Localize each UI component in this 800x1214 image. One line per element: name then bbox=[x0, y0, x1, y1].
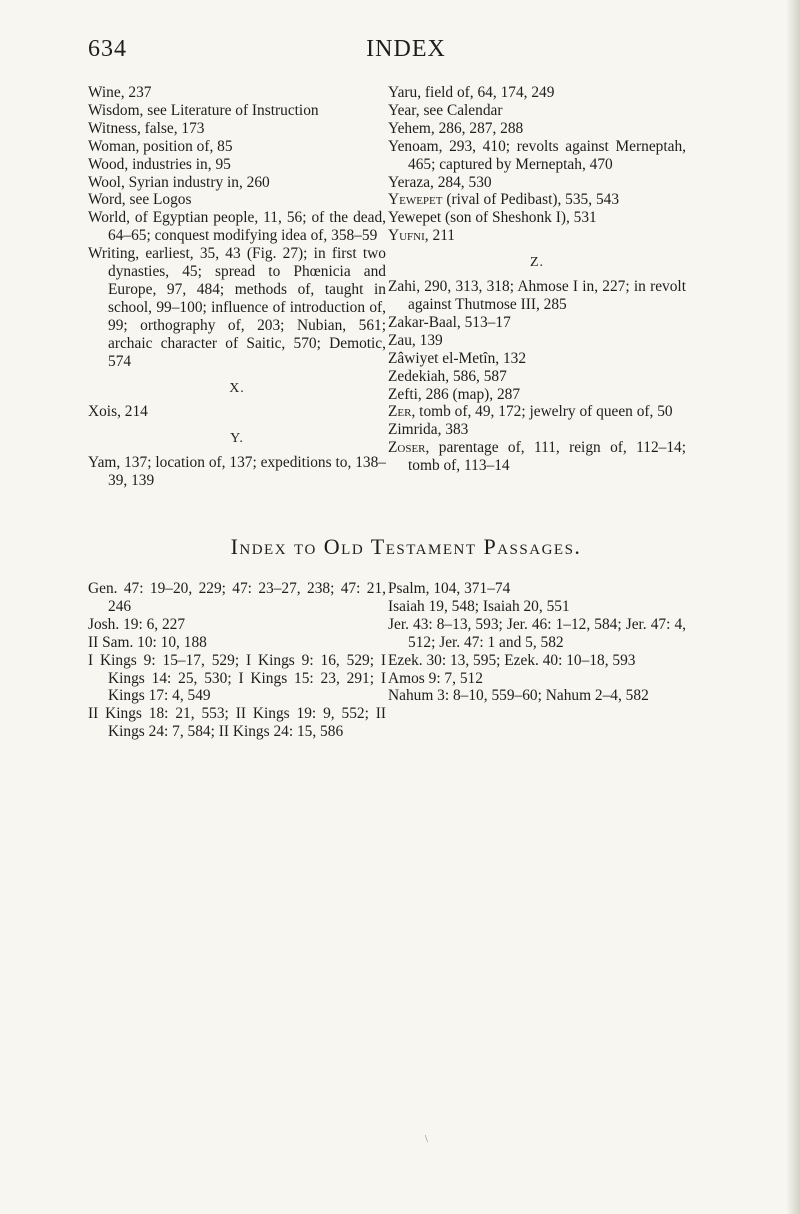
index-entry: Psalm, 104, 371–74 bbox=[388, 580, 511, 597]
index-entry: Isaiah 19, 548; Isaiah 20, 551 bbox=[388, 597, 570, 615]
index-entry-refs: , 211 bbox=[424, 227, 456, 245]
index-entry: Yaru, field of, 64, 174, 249 bbox=[388, 84, 555, 101]
index-entry: Zâwiyet el-Metîn, 132 bbox=[388, 349, 527, 367]
index-entry-refs: (rival of Pedibast), 535, 543 bbox=[442, 191, 620, 209]
index-entry: Yewepet (son of Sheshonk I), 531 bbox=[388, 209, 597, 227]
index-entry: Ezek. 30: 13, 595; Ezek. 40: 10–18, 593 bbox=[388, 651, 636, 669]
index-entry: Zedekiah, 586, 587 bbox=[388, 367, 507, 385]
index-entry bbox=[388, 439, 686, 475]
index-entry: Amos 9: 7, 512 bbox=[388, 669, 483, 687]
index-entry bbox=[388, 227, 686, 245]
index-entry bbox=[388, 191, 686, 209]
index-entry: Yenoam, 293, 410; revolts against Merneptah, 465; captured by Merneptah, 470 bbox=[388, 137, 686, 173]
index-entry: Yam, 137; location of, 137; expeditions to, 138–39, 139 bbox=[88, 454, 386, 490]
index-entry: Writing, earliest, 35, 43 (Fig. 27); in first two dynasties, 45; spread to Phœnicia and Europe, 97, 484; methods of, taught in school, 99–100; influence of introduction of, 99; orthography of, 203; Nubian, 561; archaic character of Saitic, 570; Demotic, 574 bbox=[88, 245, 386, 370]
index-entry: Witness, false, 173 bbox=[88, 119, 205, 137]
index-entry-head: Zer bbox=[388, 403, 412, 421]
index-entry: Josh. 19: 6, 227 bbox=[88, 615, 186, 633]
index-column-left bbox=[88, 84, 386, 490]
page-header bbox=[88, 36, 724, 66]
index-entry: Zakar-Baal, 513–17 bbox=[388, 313, 511, 331]
index-entry: Yeraza, 284, 530 bbox=[388, 173, 492, 191]
index-entry: Wool, Syrian industry in, 260 bbox=[88, 173, 270, 191]
index-entry: Word, see Logos bbox=[88, 191, 192, 209]
index-entry: Gen. 47: 19–20, 229; 47: 23–27, 238; 47: 21, 246 bbox=[88, 580, 386, 615]
index-entry: Jer. 43: 8–13, 593; Jer. 46: 1–12, 584; Jer. 47: 4, 512; Jer. 47: 1 and 5, 582 bbox=[388, 615, 686, 651]
index-column-right bbox=[388, 84, 686, 475]
index-letter-heading: X. bbox=[229, 380, 245, 396]
index-entry-head: Yufni bbox=[388, 227, 425, 245]
index-entry: Zimrida, 383 bbox=[388, 421, 469, 439]
index-letter-heading: Y. bbox=[230, 431, 244, 447]
section-title: Index to Old Testament Passages. bbox=[230, 534, 582, 559]
stray-mark: \ bbox=[425, 1134, 428, 1145]
index-entry: Wine, 237 bbox=[88, 84, 152, 101]
index-entry: Woman, position of, 85 bbox=[88, 137, 233, 155]
index-entry: Zefti, 286 (map), 287 bbox=[388, 385, 521, 403]
index-entry: II Kings 18: 21, 553; II Kings 19: 9, 552; II Kings 24: 7, 584; II Kings 24: 15, 586 bbox=[88, 705, 386, 741]
index-entry: Zau, 139 bbox=[388, 331, 443, 349]
index-entry bbox=[388, 403, 686, 421]
index-entry: I Kings 9: 15–17, 529; I Kings 9: 16, 529; I Kings 14: 25, 530; I Kings 15: 23, 291; I Kings 17: 4, 549 bbox=[88, 651, 386, 705]
index-entry-head: Yewepet bbox=[388, 191, 443, 209]
index-entry: II Sam. 10: 10, 188 bbox=[88, 633, 207, 651]
index-entry: Zahi, 290, 313, 318; Ahmose I in, 227; in revolt against Thutmose III, 285 bbox=[388, 278, 686, 313]
index-entry: World, of Egyptian people, 11, 56; of the dead, 64–65; conquest modifying idea of, 358–59 bbox=[88, 209, 386, 245]
index-entry: Wisdom, see Literature of Instruction bbox=[88, 101, 319, 119]
page-number: 634 bbox=[88, 36, 127, 62]
index-entry: Xois, 214 bbox=[88, 403, 148, 421]
index-entry: Year, see Calendar bbox=[388, 101, 503, 119]
ot-passages-column-left bbox=[88, 580, 386, 741]
page-edge-shadow bbox=[786, 0, 800, 1214]
index-entry-head: Zoser bbox=[388, 439, 426, 457]
ot-passages-column-right bbox=[388, 580, 686, 705]
index-entry-refs: , tomb of, 49, 172; jewelry of queen of, 50 bbox=[411, 403, 673, 421]
index-entry: Nahum 3: 8–10, 559–60; Nahum 2–4, 582 bbox=[388, 687, 649, 705]
index-entry-refs: , parentage of, 111, reign of, 112–14; tomb of, 113–14 bbox=[408, 439, 686, 475]
running-head: INDEX bbox=[366, 36, 446, 62]
index-entry: Yehem, 286, 287, 288 bbox=[388, 119, 524, 137]
index-entry: Wood, industries in, 95 bbox=[88, 155, 231, 173]
index-letter-heading: Z. bbox=[529, 255, 545, 271]
